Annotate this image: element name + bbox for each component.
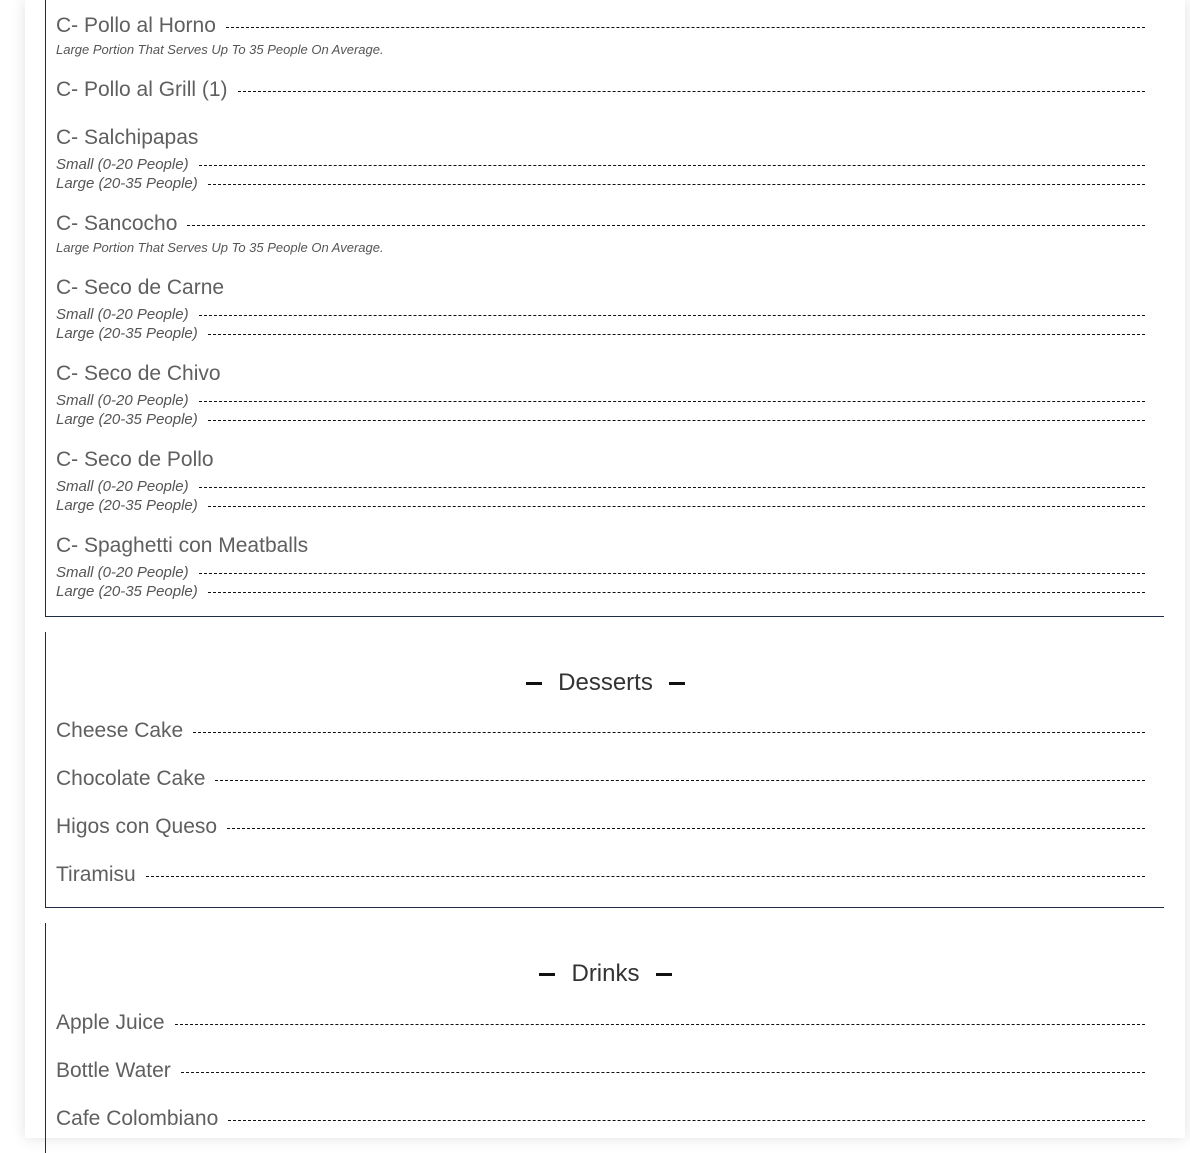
- menu-item-chocolate-cake[interactable]: [56, 765, 1145, 793]
- menu-item-sancocho[interactable]: [56, 210, 1145, 238]
- menu-item-spaghetti-con-meatballs[interactable]: [56, 532, 1145, 560]
- size-option-large[interactable]: [56, 582, 1145, 601]
- menu-item-pollo-al-grill[interactable]: [56, 76, 1145, 104]
- dotted-leader: [208, 420, 1145, 421]
- menu-item-bottle-water[interactable]: [56, 1057, 1145, 1085]
- menu-item-cheese-cake[interactable]: [56, 717, 1145, 745]
- section-heading: [46, 959, 1165, 989]
- dotted-leader: [208, 184, 1145, 185]
- item-name: Apple Juice: [56, 1011, 165, 1034]
- item-name: C- Seco de Chivo: [56, 362, 221, 385]
- size-label: Large (20-35 People): [56, 411, 198, 428]
- menu-item-pollo-al-horno[interactable]: [56, 12, 1145, 40]
- size-label: Large (20-35 People): [56, 325, 198, 342]
- item-name: C- Salchipapas: [56, 126, 199, 149]
- size-option-large[interactable]: [56, 496, 1145, 515]
- dotted-leader: [199, 487, 1145, 488]
- dotted-leader: [181, 1072, 1145, 1073]
- menu-page: [25, 0, 1185, 1138]
- dotted-leader: [199, 315, 1145, 316]
- dotted-leader: [208, 592, 1145, 593]
- dotted-leader: [175, 1024, 1145, 1025]
- menu-item-seco-de-carne[interactable]: [56, 274, 1145, 302]
- dotted-leader: [227, 828, 1145, 829]
- heading-dash-left: [526, 682, 542, 685]
- item-name: Cafe Colombiano: [56, 1107, 219, 1130]
- item-name: Chocolate Cake: [56, 767, 206, 790]
- dotted-leader: [208, 506, 1145, 507]
- item-name: Higos con Queso: [56, 815, 218, 838]
- item-name: C- Spaghetti con Meatballs: [56, 534, 309, 557]
- size-label: Large (20-35 People): [56, 583, 198, 600]
- item-description: Large Portion That Serves Up To 35 People On Average.: [56, 42, 384, 57]
- heading-dash-right: [669, 682, 685, 685]
- size-label: Small (0-20 People): [56, 156, 189, 173]
- size-label: Small (0-20 People): [56, 478, 189, 495]
- item-name: C- Pollo al Horno: [56, 14, 216, 37]
- dotted-leader: [228, 1120, 1145, 1121]
- size-option-large[interactable]: [56, 410, 1145, 429]
- size-option-small[interactable]: [56, 477, 1145, 496]
- item-name: Tiramisu: [56, 863, 136, 886]
- menu-item-apple-juice[interactable]: [56, 1009, 1145, 1037]
- size-option-small[interactable]: [56, 155, 1145, 174]
- catering-section: [45, 0, 1164, 617]
- dotted-leader: [199, 401, 1145, 402]
- dotted-leader: [226, 27, 1145, 28]
- section-heading: [46, 668, 1165, 698]
- size-label: Small (0-20 People): [56, 564, 189, 581]
- size-label: Large (20-35 People): [56, 497, 198, 514]
- dotted-leader: [199, 165, 1145, 166]
- menu-item-higos-con-queso[interactable]: [56, 813, 1145, 841]
- dotted-leader: [215, 780, 1145, 781]
- item-name: C- Pollo al Grill (1): [56, 78, 228, 101]
- size-option-small[interactable]: [56, 305, 1145, 324]
- dotted-leader: [199, 573, 1145, 574]
- heading-dash-right: [656, 973, 672, 976]
- size-label: Small (0-20 People): [56, 306, 189, 323]
- dotted-leader: [208, 334, 1145, 335]
- item-name: C- Seco de Pollo: [56, 448, 214, 471]
- size-option-large[interactable]: [56, 174, 1145, 193]
- section-title: Desserts: [558, 669, 653, 696]
- drinks-section: [45, 923, 1164, 1153]
- menu-item-seco-de-pollo[interactable]: [56, 446, 1145, 474]
- item-name: C- Sancocho: [56, 212, 178, 235]
- dotted-leader: [146, 876, 1145, 877]
- heading-dash-left: [539, 973, 555, 976]
- menu-item-tiramisu[interactable]: [56, 861, 1145, 889]
- dotted-leader: [187, 225, 1145, 226]
- size-label: Large (20-35 People): [56, 175, 198, 192]
- menu-item-seco-de-chivo[interactable]: [56, 360, 1145, 388]
- item-name: C- Seco de Carne: [56, 276, 225, 299]
- item-description: Large Portion That Serves Up To 35 People On Average.: [56, 240, 384, 255]
- size-option-small[interactable]: [56, 391, 1145, 410]
- menu-item-cafe-colombiano[interactable]: [56, 1105, 1145, 1133]
- menu-item-salchipapas[interactable]: [56, 124, 1145, 152]
- dotted-leader: [238, 91, 1145, 92]
- dotted-leader: [193, 732, 1145, 733]
- section-title: Drinks: [571, 960, 640, 987]
- desserts-section: [45, 632, 1164, 908]
- size-option-large[interactable]: [56, 324, 1145, 343]
- size-option-small[interactable]: [56, 563, 1145, 582]
- item-name: Bottle Water: [56, 1059, 171, 1082]
- size-label: Small (0-20 People): [56, 392, 189, 409]
- item-name: Cheese Cake: [56, 719, 184, 742]
